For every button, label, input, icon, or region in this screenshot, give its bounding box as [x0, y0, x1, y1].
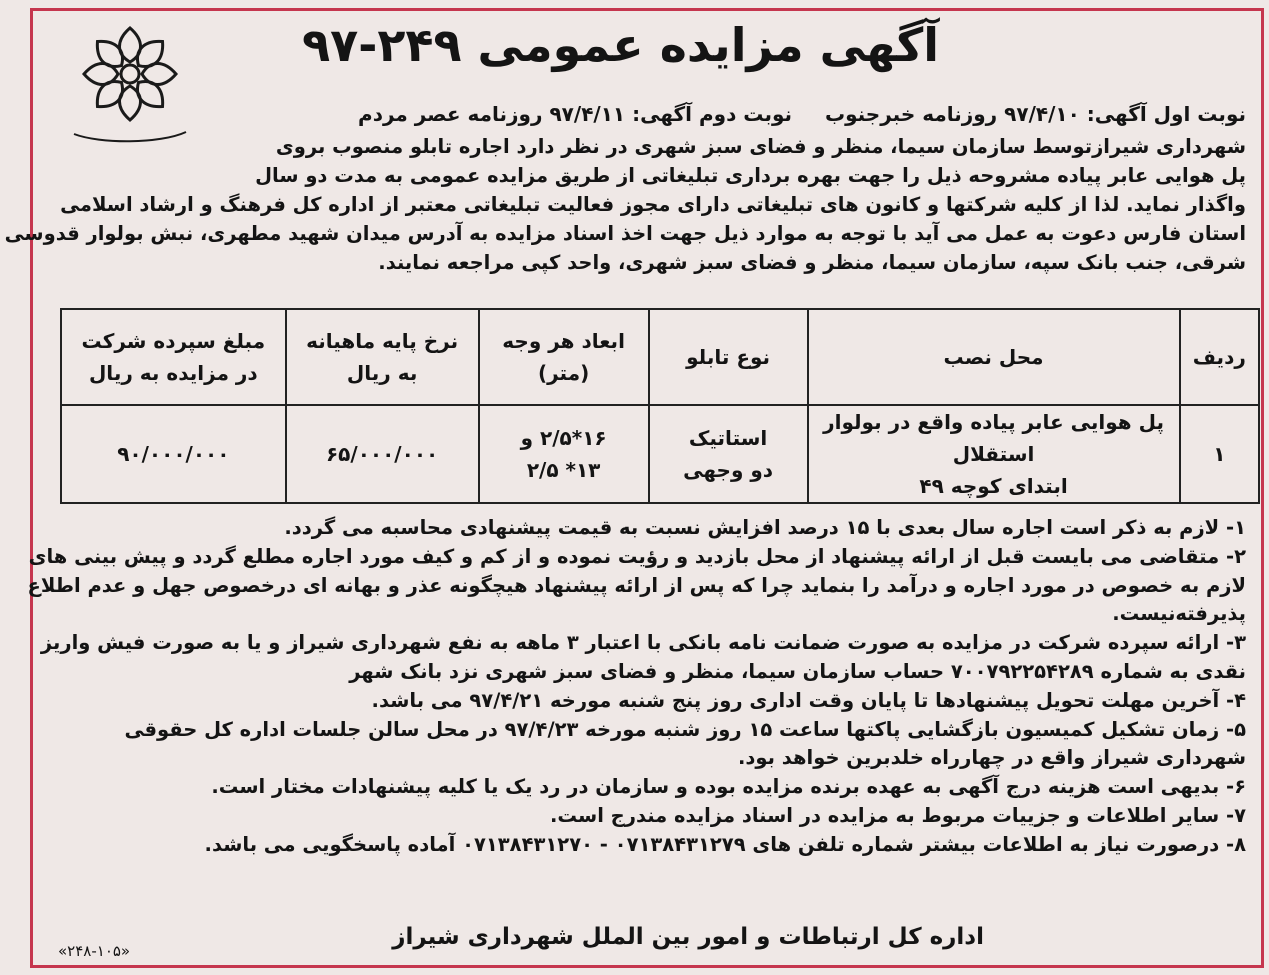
ad-code: «۲۴۸-۱۰۵»	[58, 942, 131, 960]
second-publication: نوبت دوم آگهی: ۹۷/۴/۱۱ روزنامه عصر مردم	[358, 102, 793, 126]
cell-dimensions-line1: ۱۶*۲/۵ و	[520, 426, 607, 450]
publication-dates	[332, 102, 1246, 126]
conditions-list	[27, 514, 1246, 860]
cell-board-type-line1: استاتیک	[688, 426, 768, 450]
condition-line: ۷- سایر اطلاعات و جزییات مربوط به مزایده در اسناد مزایده مندرج است.	[549, 803, 1246, 827]
condition-line: ۵- زمان تشکیل کمیسیون بازگشایی پاکتها ساعت ۱۵ روز شنبه مورخه ۹۷/۴/۲۳ در محل سالن جلسات اداره کل حقوقی	[124, 717, 1246, 741]
cell-location-line1: پل هوایی عابر پیاده واقع در بولوار استقلال	[823, 410, 1164, 466]
intro-line: واگذار نماید. لذا از کلیه شرکتها و کانون های تبلیغاتی دارای مجوز فعالیت تبلیغاتی معتبر از اداره کل فرهنگ و ارشاد اسلامی	[60, 193, 1246, 216]
intro-line: استان فارس دعوت به عمل می آید با توجه به موارد ذیل جهت اخذ اسناد مزایده به آدرس میدان شهید مطهری، نبش بولوار قدوسی	[4, 222, 1246, 245]
condition-line: نقدی به شماره ۷۰۰۷۹۲۲۵۴۲۸۹ حساب سازمان سیما، منظر و فضای سبز شهری نزد بانک شهر	[349, 659, 1246, 683]
condition-line: ۸- درصورت نیاز به اطلاعات بیشتر شماره تلفن های ۰۷۱۳۸۴۳۱۲۷۹ - ۰۷۱۳۸۴۳۱۲۷۰ آماده پاسخگویی می باشد.	[204, 832, 1246, 856]
header-base-rate	[286, 309, 479, 405]
header-deposit-line2: در مزایده به ریال	[88, 361, 258, 385]
condition-line: ۴- آخرین مهلت تحویل پیشنهادها تا پایان وقت اداری روز پنج شنبه مورخه ۹۷/۴/۲۱ می باشد.	[371, 688, 1246, 712]
header-row-number: ردیف	[1180, 309, 1259, 405]
header-deposit	[61, 309, 286, 405]
signature: اداره کل ارتباطات و امور بین الملل شهرداری شیراز	[392, 924, 984, 950]
condition-line: ۳- ارائه سپرده شرکت در مزایده به صورت ضمانت نامه بانکی با اعتبار ۳ ماهه به نفع شهرداری شیراز و یا به صورت فیش واریز	[40, 631, 1246, 655]
cell-dimensions-line2: ۱۳* ۲/۵	[526, 458, 601, 482]
cell-board-type-line2: دو وجهی	[683, 458, 774, 482]
condition-line: ۱- لازم به ذکر است اجاره سال بعدی با ۱۵ درصد افزایش نسبت به قیمت پیشنهادی محاسبه می گردد.	[284, 516, 1246, 539]
table-header-row	[61, 309, 1259, 405]
header-dimensions-line1: ابعاد هر وجه	[502, 329, 625, 353]
notice-content	[4, 14, 1254, 964]
header-deposit-line1: مبلغ سپرده شرکت	[81, 329, 266, 353]
auction-table	[60, 308, 1260, 504]
cell-board-type	[649, 405, 808, 503]
shiraz-municipality-logo-icon	[60, 12, 200, 152]
cell-location-line2: ابتدای کوچه ۴۹	[919, 474, 1068, 498]
condition-line: ۲- متقاضی می بایست قبل از ارائه پیشنهاد از محل بازدید و رؤیت نموده و از کم و کیف مورد اجاره مطلع گردد و پیش بینی های	[28, 544, 1246, 568]
intro-line: پل هوایی عابر پیاده مشروحه ذیل را جهت بهره برداری تبلیغاتی از طریق مزایده عمومی به مدت دو سال	[255, 164, 1246, 187]
condition-line: لازم به خصوص در مورد اجاره و درآمد را بنماید چرا که پس از ارائه پیشنهاد هیچگونه عذر و بهانه ای درخصوص جهل و عدم اطلاع	[27, 573, 1246, 597]
intro-paragraph	[4, 132, 1246, 277]
table-row	[61, 405, 1259, 503]
header-dimensions	[479, 309, 649, 405]
header-board-type: نوع تابلو	[649, 309, 808, 405]
cell-location	[808, 405, 1180, 503]
header-base-rate-line2: به ریال	[346, 361, 418, 385]
first-publication: نوبت اول آگهی: ۹۷/۴/۱۰ روزنامه خبرجنوب	[825, 102, 1246, 126]
cell-base-rate: ۶۵/۰۰۰/۰۰۰	[286, 405, 479, 503]
cell-dimensions	[479, 405, 649, 503]
notice-title: آگهی مزایده عمومی ۲۴۹-۹۷	[302, 18, 939, 72]
header-base-rate-line1: نرخ پایه ماهیانه	[306, 329, 459, 353]
header-dimensions-line2: (متر)	[537, 361, 590, 385]
cell-row-number: ۱	[1180, 405, 1259, 503]
intro-line: شرقی، جنب بانک سپه، سازمان سیما، منظر و فضای سبز شهری، واحد کپی مراجعه نمایند.	[378, 251, 1246, 274]
condition-line: ۶- بدیهی است هزینه درج آگهی به عهده برنده مزایده بوده و سازمان در رد یک یا کلیه پیشنهادات مختار است.	[211, 775, 1246, 799]
condition-line: پذیرفته‌نیست.	[1112, 602, 1246, 626]
header-location: محل نصب	[808, 309, 1180, 405]
cell-deposit: ۹۰/۰۰۰/۰۰۰	[61, 405, 286, 503]
condition-line: شهرداری شیراز واقع در چهارراه خلدبرین خواهد بود.	[738, 746, 1246, 770]
intro-line: شهرداری شیرازتوسط سازمان سیما، منظر و فضای سبز شهری در نظر دارد اجاره تابلو منصوب بروی	[275, 135, 1246, 158]
